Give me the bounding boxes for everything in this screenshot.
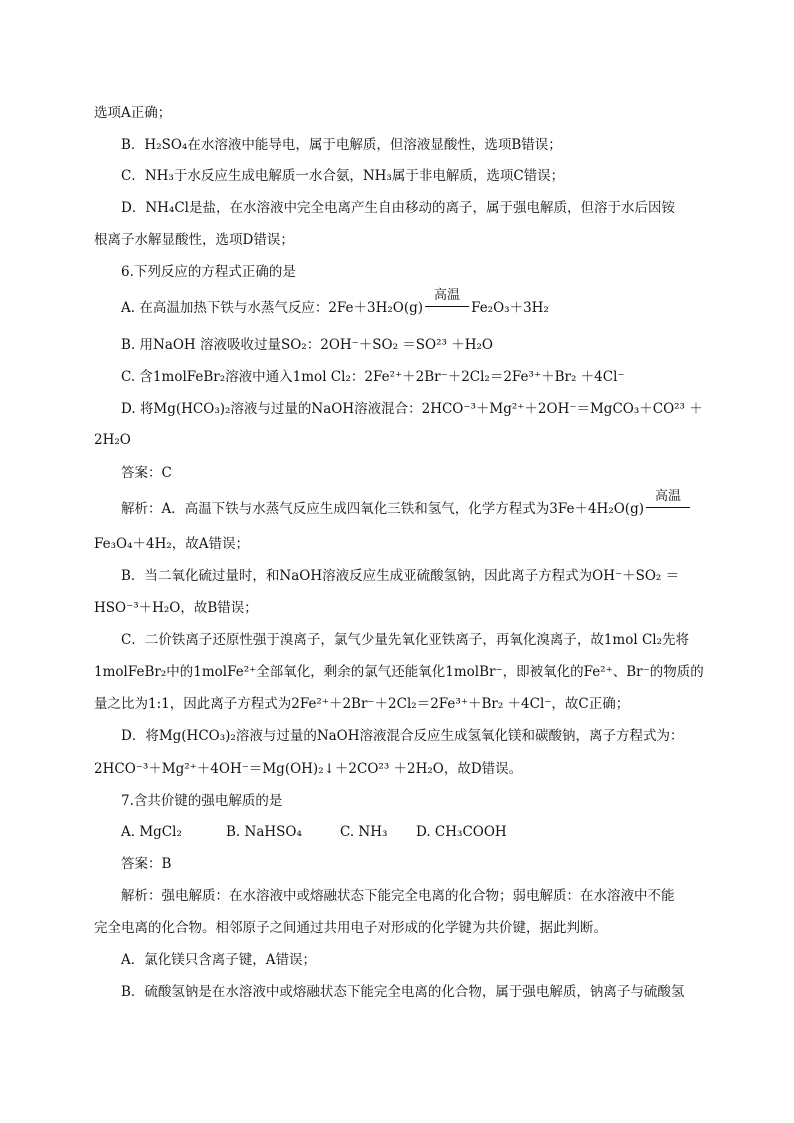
text-line: 2H₂O: [94, 432, 131, 448]
text-line: A．氯化镁只含离子键，A错误；: [121, 952, 316, 968]
choice-d: D. CH₃COOH: [416, 824, 507, 840]
reaction-condition: 高温: [654, 489, 681, 504]
text-line: 1molFeBr₂中的1molFe²⁺全部氧化，剩余的氯气还能氧化1molBr⁻，即被氧化的Fe²⁺、Br⁻的物质的: [94, 664, 704, 680]
choice-a: A. MgCl₂: [121, 824, 182, 840]
text-line: B．当二氧化硫过量时，和NaOH溶液反应生成亚硫酸氢钠，因此离子方程式为OH⁻＋SO₂ ＝: [121, 568, 680, 584]
text-line: Fe₃O₄＋4H₂，故A错误；: [94, 536, 250, 552]
text-line: B．H₂SO₄在水溶液中能导电，属于电解质，但溶液显酸性，选项B错误；: [121, 137, 562, 153]
reaction-condition-arrow: [646, 489, 690, 519]
text-line: 选项A正确；: [94, 105, 172, 121]
question-title: 6.下列反应的方程式正确的是: [121, 264, 296, 280]
reaction-condition-arrow: [425, 288, 469, 318]
option-a-line: [121, 288, 549, 318]
text-line: 量之比为1:1，因此离子方程式为2Fe²⁺＋2Br⁻＋2Cl₂＝2Fe³⁺＋Br₂ ＋4Cl⁻，故C正确；: [94, 696, 630, 712]
option-d: D. 将Mg(HCO₃)₂溶液与过量的NaOH溶液混合：2HCO⁻³＋Mg²⁺＋2OH⁻＝MgCO₃＋CO²³ ＋: [121, 401, 703, 417]
option-c: C. 含1molFeBr₂溶液中通入1mol Cl₂：2Fe²⁺＋2Br⁻＋2Cl₂＝2Fe³⁺＋Br₂ ＋4Cl⁻: [121, 369, 625, 385]
text-line: HSO⁻³＋H₂O，故B错误；: [94, 600, 258, 616]
analysis-line: [121, 489, 692, 519]
answer-line: 答案：B: [121, 856, 172, 872]
text-line: 解析：强电解质：在水溶液中或熔融状态下能完全电离的化合物；弱电解质：在水溶液中不能: [121, 888, 675, 904]
reaction-condition: 高温: [434, 288, 461, 303]
analysis-text: 解析：A．高温下铁与水蒸气反应生成四氧化三铁和氢气，化学方程式为3Fe＋4H₂O(g): [121, 501, 644, 517]
text-line: C．NH₃于水反应生成电解质一水合氨，NH₃属于非电解质，选项C错误；: [121, 168, 565, 184]
choice-c: C. NH₃: [340, 824, 388, 840]
text-line: C．二价铁离子还原性强于溴离子，氯气少量先氧化亚铁离子，再氧化溴离子，故1mol Cl₂先将: [121, 632, 690, 648]
question-title: 7.含共价键的强电解质的是: [121, 793, 283, 809]
option-a-text: A. 在高温加热下铁与水蒸气反应：2Fe＋3H₂O(g): [121, 300, 424, 316]
text-line: 完全电离的化合物。相邻原子之间通过共用电子对形成的化学键为共价键，据此判断。: [94, 920, 607, 936]
choice-b: B. NaHSO₄: [226, 824, 302, 840]
text-line: D．将Mg(HCO₃)₂溶液与过量的NaOH溶液混合反应生成氢氧化镁和碳酸钠，离子方程式为：: [121, 728, 684, 744]
option-b: B. 用NaOH 溶液吸收过量SO₂：2OH⁻＋SO₂ ＝SO²³ ＋H₂O: [121, 337, 493, 353]
text-line: 2HCO⁻³＋Mg²⁺＋4OH⁻＝Mg(OH)₂↓＋2CO²³ ＋2H₂O，故D错误。: [94, 761, 523, 777]
text-line: B．硫酸氢钠是在水溶液中或熔融状态下能完全电离的化合物，属于强电解质，钠离子与硫酸氢: [121, 984, 685, 1000]
option-a-products: Fe₂O₃＋3H₂: [471, 300, 549, 316]
text-line: D．NH₄Cl是盐，在水溶液中完全电离产生自由移动的离子，属于强电解质，但溶于水后因铵: [121, 200, 675, 216]
answer-line: 答案：C: [121, 465, 172, 481]
text-line: 根离子水解显酸性，选项D错误；: [94, 232, 294, 248]
